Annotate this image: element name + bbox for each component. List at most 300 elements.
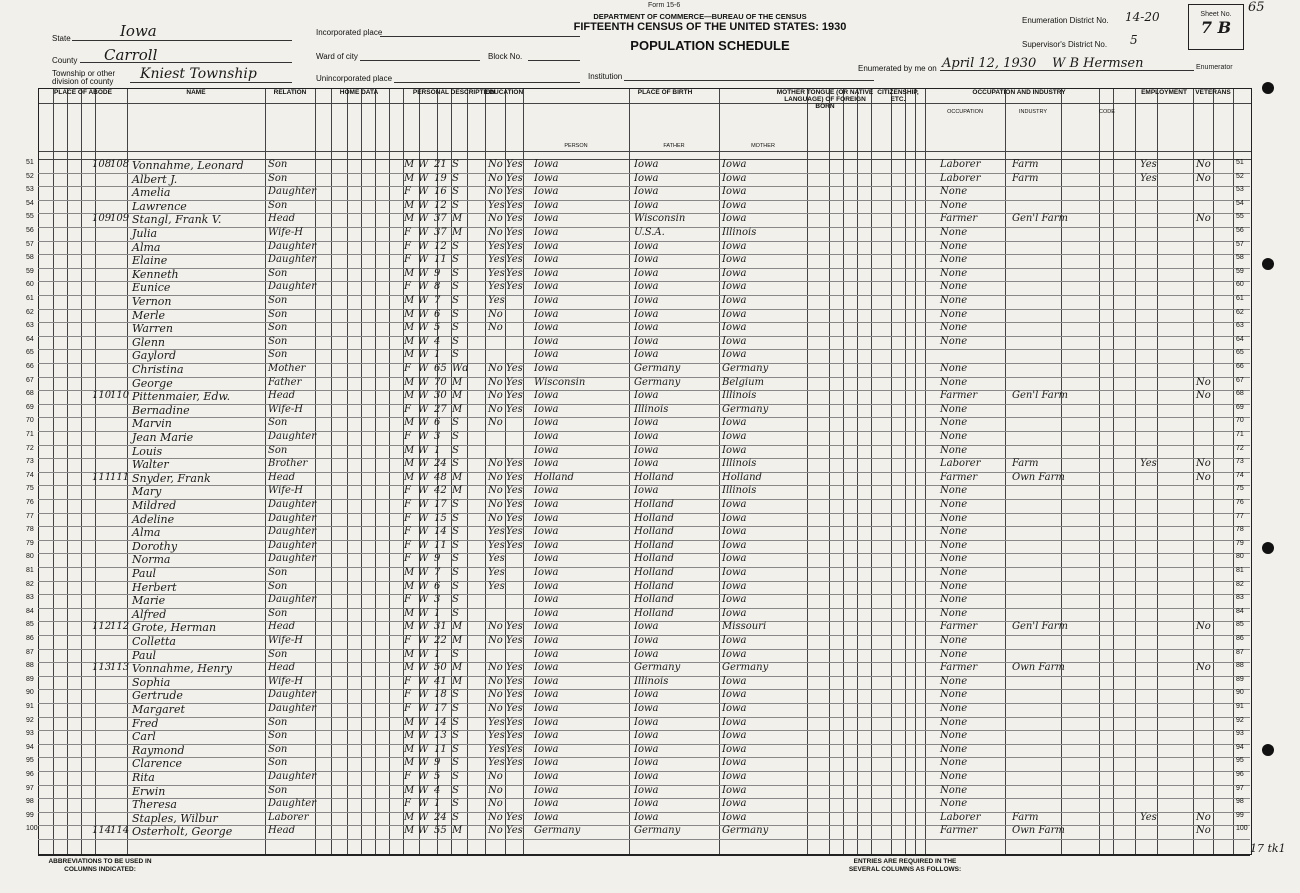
row-number-right: 89 <box>1236 675 1244 683</box>
relation: Son <box>268 295 288 306</box>
table-row <box>26 199 1250 215</box>
birthplace-mother: Iowa <box>722 444 747 456</box>
race: W <box>418 471 429 483</box>
table-row <box>26 417 1250 432</box>
birthplace-person: Iowa <box>534 390 559 402</box>
row-number: 93 <box>26 730 34 738</box>
row-number: 84 <box>26 607 34 615</box>
industry: Gen'l Farm <box>1012 213 1068 225</box>
birthplace-mother: Belgium <box>722 376 764 388</box>
row-number: 54 <box>26 199 34 207</box>
birthplace-person: Iowa <box>534 553 559 565</box>
table-row <box>26 811 1250 827</box>
age: 30 <box>434 390 447 402</box>
row-number-right: 83 <box>1236 594 1244 602</box>
birthplace-mother: Iowa <box>722 580 747 592</box>
birthplace-person: Iowa <box>534 267 559 279</box>
marital-status: S <box>452 240 459 252</box>
sex: F <box>404 675 411 687</box>
person-name: Raymond <box>132 743 185 757</box>
group-occupation: OCCUPATION AND INDUSTRY <box>972 89 1066 96</box>
birthplace-mother: Iowa <box>722 771 747 782</box>
birthplace-mother: Iowa <box>722 417 747 429</box>
age: 9 <box>434 267 441 279</box>
punch-hole <box>1262 258 1274 270</box>
age: 13 <box>434 730 447 742</box>
race: W <box>418 512 429 524</box>
age: 6 <box>434 308 441 320</box>
table-row <box>26 662 1250 677</box>
birthplace-father: Iowa <box>634 635 659 646</box>
birthplace-father: Iowa <box>634 703 659 714</box>
veteran: No <box>1196 662 1211 674</box>
occupation: None <box>940 648 968 660</box>
sex: F <box>404 512 411 524</box>
birthplace-father: Germany <box>634 363 681 374</box>
sex: M <box>404 825 415 837</box>
birthplace-person: Iowa <box>534 512 559 524</box>
school-attendance: No <box>488 811 503 823</box>
birthplace-person: Iowa <box>534 499 559 510</box>
birthplace-father: Iowa <box>634 254 659 266</box>
school-attendance: Yes <box>488 526 505 538</box>
occupation: Farmer <box>940 390 978 402</box>
sex: M <box>404 417 415 429</box>
family-number: 113 <box>110 662 130 674</box>
race: W <box>418 567 429 578</box>
person-name: Colletta <box>132 635 176 648</box>
veteran: No <box>1196 390 1211 402</box>
birthplace-father: Holland <box>634 539 674 551</box>
person-name: Paul <box>132 648 157 662</box>
sex: M <box>404 458 415 470</box>
birthplace-person: Iowa <box>534 281 559 293</box>
birthplace-mother: Iowa <box>722 172 747 184</box>
race: W <box>418 431 429 442</box>
person-name: Marie <box>132 594 166 608</box>
occupation: None <box>940 254 968 266</box>
age: 41 <box>434 675 447 687</box>
occupation: None <box>940 403 968 415</box>
marital-status: S <box>452 703 459 714</box>
person-name: Warren <box>132 322 174 336</box>
person-name: Erwin <box>132 784 166 798</box>
read-write: Yes <box>506 471 523 483</box>
read-write: Yes <box>506 199 523 211</box>
marital-status: M <box>452 390 463 402</box>
sex: F <box>404 227 411 238</box>
school-attendance: Yes <box>488 757 505 769</box>
birthplace-mother: Iowa <box>722 607 747 619</box>
read-write: Yes <box>506 240 523 252</box>
row-number: 85 <box>26 621 34 629</box>
occupation: Farmer <box>940 471 978 483</box>
sex: M <box>404 567 415 578</box>
birthplace-mother: Missouri <box>722 621 767 633</box>
school-attendance: No <box>488 390 503 402</box>
table-row <box>26 322 1250 337</box>
birthplace-father: Iowa <box>634 186 659 198</box>
birthplace-father: Iowa <box>634 417 659 429</box>
table-row <box>26 621 1250 636</box>
birthplace-person: Iowa <box>534 403 559 415</box>
occupation: Laborer <box>940 172 981 184</box>
row-number: 66 <box>26 363 34 370</box>
birthplace-mother: Iowa <box>722 254 747 266</box>
person-name: Gertrude <box>132 689 183 703</box>
incorporated-label: Incorporated place <box>316 28 383 37</box>
row-number-right: 51 <box>1236 159 1244 166</box>
birthplace-mother: Iowa <box>722 295 747 306</box>
race: W <box>418 539 429 551</box>
birthplace-mother: Iowa <box>722 703 747 714</box>
row-number: 95 <box>26 757 34 765</box>
relation: Daughter <box>268 431 316 442</box>
table-row <box>26 716 1250 732</box>
person-name: Margaret <box>132 703 185 716</box>
birthplace-father: Iowa <box>634 716 659 728</box>
veteran: No <box>1196 825 1211 837</box>
occupation: Laborer <box>940 458 981 470</box>
marital-status: S <box>452 784 459 796</box>
race: W <box>418 159 429 170</box>
marital-status: M <box>452 376 463 388</box>
marital-status: S <box>452 811 459 823</box>
row-number: 90 <box>26 689 34 697</box>
birthplace-father: Iowa <box>634 771 659 782</box>
race: W <box>418 267 429 279</box>
row-number: 76 <box>26 499 34 506</box>
birthplace-person: Iowa <box>534 227 559 238</box>
age: 17 <box>434 499 447 510</box>
person-name: Amelia <box>132 186 171 200</box>
marital-status: S <box>452 431 459 442</box>
row-number: 88 <box>26 662 34 670</box>
age: 27 <box>434 403 447 415</box>
school-attendance: Yes <box>488 199 505 211</box>
age: 24 <box>434 811 447 823</box>
age: 7 <box>434 295 441 306</box>
row-number-right: 86 <box>1236 635 1244 642</box>
sex: F <box>404 798 411 810</box>
marital-status: S <box>452 730 459 742</box>
row-number: 60 <box>26 281 34 289</box>
occupation: Laborer <box>940 811 981 823</box>
relation: Wife-H <box>268 403 304 415</box>
age: 18 <box>434 689 447 701</box>
person-name: Stangl, Frank V. <box>132 213 222 227</box>
school-attendance: No <box>488 784 503 796</box>
sex: M <box>404 662 415 674</box>
row-number-right: 81 <box>1236 567 1244 574</box>
marital-status: M <box>452 675 463 687</box>
school-attendance: No <box>488 635 503 646</box>
relation: Son <box>268 607 288 619</box>
table-row <box>26 703 1250 718</box>
dwelling-number: 112 <box>92 621 112 633</box>
birthplace-person: Germany <box>534 825 581 837</box>
occupation: None <box>940 335 968 347</box>
table-row <box>26 675 1250 691</box>
birthplace-person: Iowa <box>534 526 559 538</box>
school-attendance: No <box>488 322 503 334</box>
marital-status: S <box>452 172 459 184</box>
birthplace-mother: Iowa <box>722 648 747 660</box>
row-number: 91 <box>26 703 34 710</box>
birthplace-mother: Iowa <box>722 349 747 361</box>
birthplace-person: Iowa <box>534 689 559 701</box>
read-write: Yes <box>506 363 523 374</box>
birthplace-mother: Iowa <box>722 784 747 796</box>
age: 1 <box>434 648 441 660</box>
row-number: 73 <box>26 458 34 466</box>
table-row <box>26 281 1250 296</box>
occupation: None <box>940 594 968 606</box>
age: 11 <box>434 254 447 266</box>
school-attendance: Yes <box>488 295 505 306</box>
read-write: Yes <box>506 403 523 415</box>
row-number-right: 72 <box>1236 444 1244 452</box>
veteran: No <box>1196 621 1211 633</box>
enumerator-signature: W B Hermsen <box>1052 56 1144 71</box>
school-attendance: Yes <box>488 281 505 293</box>
row-number: 87 <box>26 648 34 656</box>
birthplace-person: Iowa <box>534 771 559 782</box>
row-number-right: 87 <box>1236 648 1244 656</box>
row-number: 68 <box>26 390 34 398</box>
entries-note: ENTRIES ARE REQUIRED IN THE SEVERAL COLUMNS AS FOLLOWS: <box>848 858 962 873</box>
relation: Son <box>268 716 288 728</box>
birthplace-mother: Iowa <box>722 159 747 170</box>
family-number: 111 <box>110 471 130 483</box>
birthplace-mother: Iowa <box>722 757 747 769</box>
school-attendance: No <box>488 213 503 225</box>
school-attendance: Yes <box>488 267 505 279</box>
age: 19 <box>434 172 447 184</box>
birthplace-person: Iowa <box>534 213 559 225</box>
birthplace-person: Iowa <box>534 784 559 796</box>
birthplace-father: Iowa <box>634 295 659 306</box>
person-name: Julia <box>132 227 158 240</box>
row-number-right: 71 <box>1236 431 1244 438</box>
relation: Head <box>268 213 296 225</box>
age: 42 <box>434 485 447 497</box>
family-number: 112 <box>110 621 130 633</box>
occupation: None <box>940 444 968 456</box>
relation: Head <box>268 825 296 837</box>
race: W <box>418 703 429 714</box>
marital-status: S <box>452 308 459 320</box>
birthplace-person: Iowa <box>534 295 559 306</box>
occupation: None <box>940 757 968 769</box>
race: W <box>418 526 429 538</box>
birthplace-mother: Iowa <box>722 213 747 225</box>
table-row <box>26 607 1250 623</box>
birthplace-mother: Iowa <box>722 553 747 565</box>
occupation: None <box>940 743 968 755</box>
row-number-right: 84 <box>1236 607 1244 615</box>
occupation: None <box>940 431 968 442</box>
sex: M <box>404 580 415 592</box>
row-number-right: 64 <box>1236 335 1244 343</box>
birthplace-person: Iowa <box>534 703 559 714</box>
group-tongue: MOTHER TONGUE (OR NATIVE LANGUAGE) OF FOREIGN BORN <box>776 89 874 110</box>
relation: Daughter <box>268 254 316 266</box>
relation: Son <box>268 172 288 184</box>
dwelling-number: 109 <box>92 213 112 225</box>
age: 1 <box>434 607 441 619</box>
sex: M <box>404 159 415 170</box>
read-write: Yes <box>506 213 523 225</box>
sex: M <box>404 267 415 279</box>
birthplace-person: Iowa <box>534 580 559 592</box>
table-row <box>26 553 1250 568</box>
person-name: Sophia <box>132 675 171 689</box>
industry: Farm <box>1012 172 1039 184</box>
school-attendance: No <box>488 675 503 687</box>
age: 6 <box>434 580 441 592</box>
industry: Farm <box>1012 458 1039 470</box>
read-write: Yes <box>506 227 523 238</box>
sex: M <box>404 757 415 769</box>
table-row <box>26 308 1250 324</box>
birthplace-person: Iowa <box>534 635 559 646</box>
marital-status: S <box>452 335 459 347</box>
occupation: None <box>940 322 968 334</box>
enumerator-label: Enumerator <box>1196 64 1233 71</box>
birthplace-person: Iowa <box>534 811 559 823</box>
dwelling-number: 108 <box>92 159 112 170</box>
race: W <box>418 417 429 429</box>
birthplace-mother: Iowa <box>722 811 747 823</box>
birthplace-mother: Iowa <box>722 539 747 551</box>
sex: M <box>404 716 415 728</box>
marital-status: S <box>452 281 459 293</box>
age: 55 <box>434 825 447 837</box>
birthplace-father: Holland <box>634 471 674 483</box>
dwelling-number: 113 <box>92 662 112 674</box>
row-number-right: 67 <box>1236 376 1244 384</box>
sex: M <box>404 376 415 388</box>
row-number: 81 <box>26 567 34 574</box>
age: 4 <box>434 784 441 796</box>
row-number-right: 77 <box>1236 512 1244 520</box>
occupation: None <box>940 689 968 701</box>
relation: Son <box>268 444 288 456</box>
race: W <box>418 648 429 660</box>
row-number-right: 99 <box>1236 811 1244 819</box>
sex: M <box>404 172 415 184</box>
occupation: None <box>940 485 968 497</box>
row-number: 94 <box>26 743 34 751</box>
table-row <box>26 213 1250 228</box>
age: 37 <box>434 213 447 225</box>
birthplace-person: Iowa <box>534 254 559 266</box>
school-attendance: No <box>488 186 503 198</box>
abbreviations-title: ABBREVIATIONS TO BE USED IN COLUMNS INDICATED: <box>48 858 152 873</box>
person-name: Kenneth <box>132 267 179 281</box>
age: 8 <box>434 281 441 293</box>
enum-district-label: Enumeration District No. <box>1022 16 1109 25</box>
marital-status: S <box>452 267 459 279</box>
person-name: Glenn <box>132 335 165 349</box>
row-number-right: 74 <box>1236 471 1244 479</box>
person-name: Dorothy <box>132 539 178 553</box>
person-name: Vonnahme, Leonard <box>132 159 244 172</box>
read-write: Yes <box>506 159 523 170</box>
occupation: None <box>940 417 968 429</box>
person-name: Albert J. <box>132 172 178 186</box>
race: W <box>418 716 429 728</box>
read-write: Yes <box>506 485 523 497</box>
row-number: 100 <box>26 825 38 833</box>
row-number-right: 79 <box>1236 539 1244 547</box>
row-number-right: 73 <box>1236 458 1244 466</box>
school-attendance: No <box>488 689 503 701</box>
race: W <box>418 594 429 606</box>
person-name: Paul <box>132 567 157 580</box>
read-write: Yes <box>506 716 523 728</box>
birthplace-person: Iowa <box>534 172 559 184</box>
person-name: Fred <box>132 716 159 730</box>
marital-status: S <box>452 648 459 660</box>
race: W <box>418 322 429 334</box>
relation: Brother <box>268 458 308 470</box>
sex: F <box>404 403 411 415</box>
birthplace-mother: Illinois <box>722 227 757 238</box>
school-attendance: Yes <box>488 743 505 755</box>
relation: Daughter <box>268 798 316 810</box>
occupation: Farmer <box>940 213 978 225</box>
age: 48 <box>434 471 447 483</box>
marital-status: S <box>452 771 459 782</box>
row-number-right: 58 <box>1236 254 1244 262</box>
birthplace-father: Wisconsin <box>634 213 686 225</box>
sex: M <box>404 349 415 361</box>
person-name: Staples, Wilbur <box>132 811 218 825</box>
group-education: EDUCATION <box>485 89 524 96</box>
school-attendance: No <box>488 621 503 633</box>
race: W <box>418 186 429 198</box>
relation: Son <box>268 267 288 279</box>
table-row <box>26 172 1250 188</box>
sex: F <box>404 703 411 714</box>
read-write: Yes <box>506 635 523 646</box>
marital-status: S <box>452 743 459 755</box>
relation: Wife-H <box>268 635 304 646</box>
birthplace-father: Iowa <box>634 458 659 470</box>
occupation: None <box>940 227 968 238</box>
relation: Son <box>268 580 288 592</box>
table-row <box>26 743 1250 759</box>
sex: F <box>404 363 411 374</box>
sex: F <box>404 635 411 646</box>
birthplace-person: Iowa <box>534 349 559 361</box>
read-write: Yes <box>506 757 523 769</box>
race: W <box>418 553 429 565</box>
relation: Son <box>268 322 288 334</box>
relation: Daughter <box>268 689 316 701</box>
person-name: Adeline <box>132 512 175 526</box>
sex: F <box>404 594 411 606</box>
table-row <box>26 240 1250 256</box>
dwelling-number: 110 <box>92 390 112 402</box>
person-name: Louis <box>132 444 163 458</box>
occupation: None <box>940 295 968 306</box>
sex: M <box>404 295 415 306</box>
table-row <box>26 227 1250 242</box>
race: W <box>418 662 429 674</box>
